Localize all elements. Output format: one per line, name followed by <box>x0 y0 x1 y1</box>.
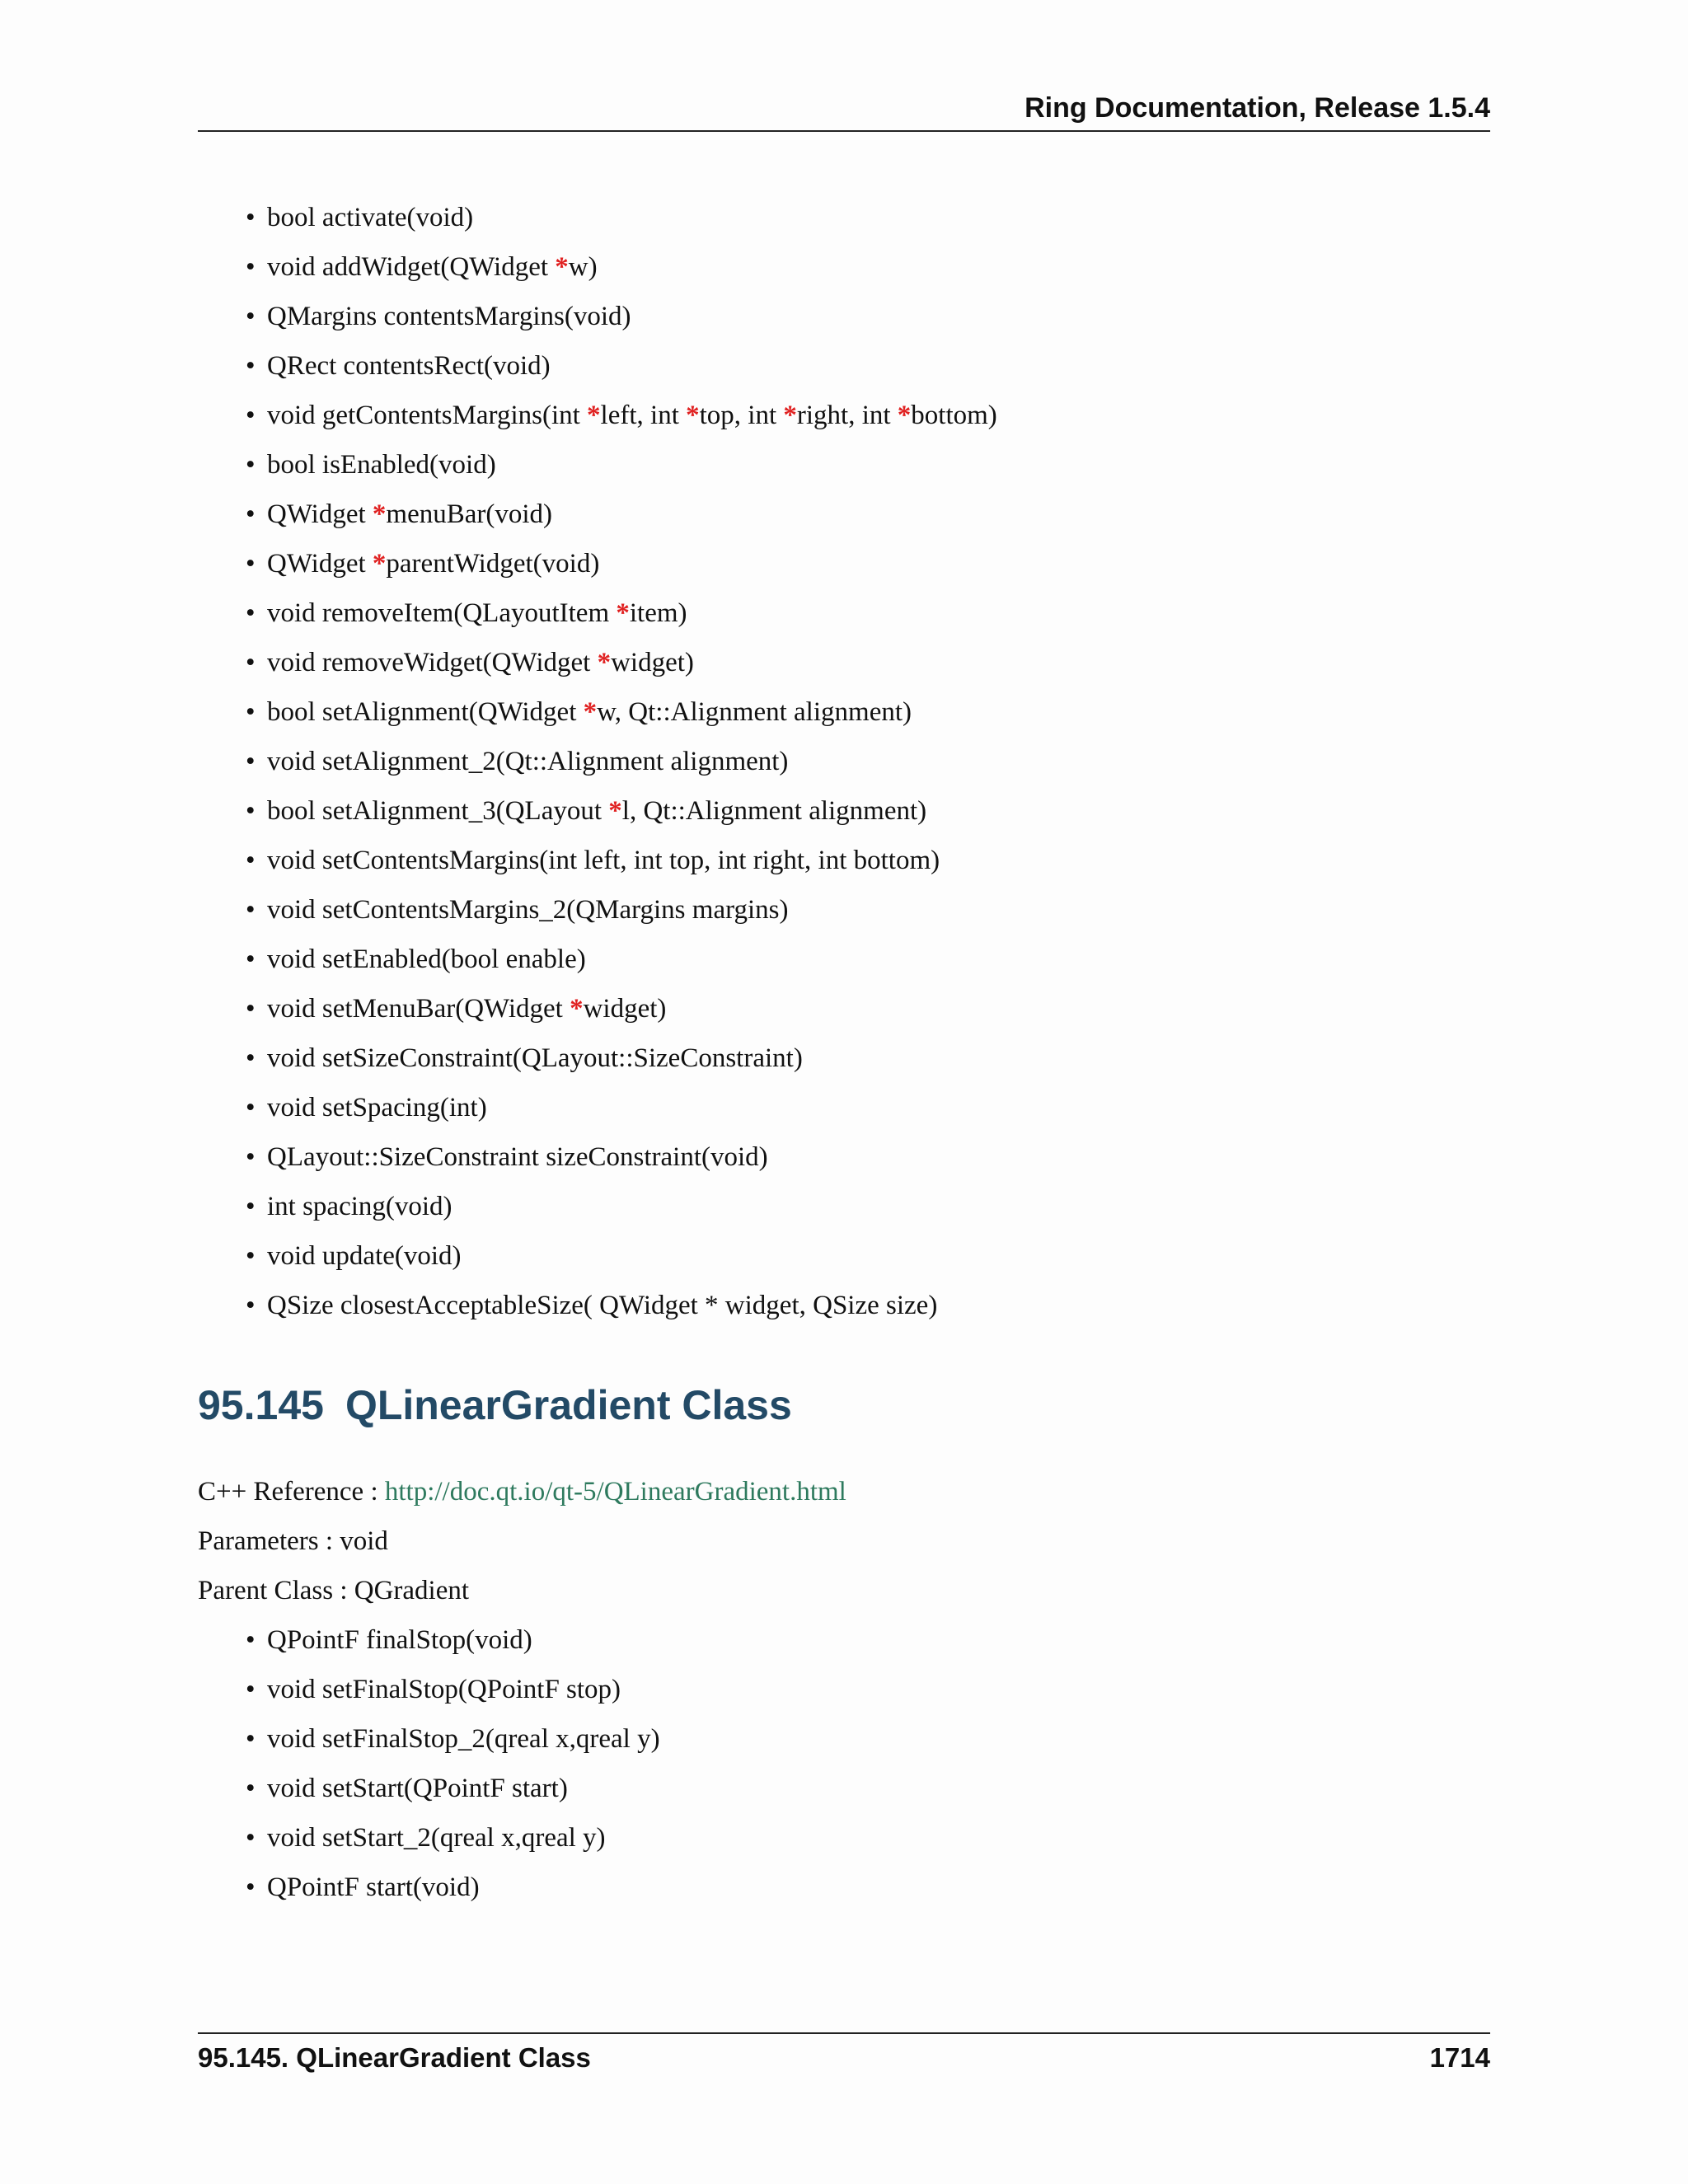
method-item: • bool activate(void) <box>246 201 997 251</box>
method-list-qlayout <box>246 201 997 1338</box>
pointer-star: * <box>608 796 622 826</box>
method-list-qlineargradient <box>246 1624 660 1920</box>
method-item: • void setStart(QPointF start) <box>246 1772 660 1821</box>
header-rule <box>198 130 1490 132</box>
section-heading <box>198 1381 792 1429</box>
method-item: • QWidget *menuBar(void) <box>246 498 997 547</box>
method-item: • void removeWidget(QWidget *widget) <box>246 646 997 696</box>
pointer-star: * <box>372 549 387 579</box>
pointer-star: * <box>570 994 584 1024</box>
pointer-star: * <box>597 648 612 677</box>
method-item: • bool isEnabled(void) <box>246 448 997 498</box>
method-item: • void setSizeConstraint(QLayout::SizeConstraint) <box>246 1042 997 1091</box>
pointer-star: * <box>897 401 912 430</box>
pointer-star: * <box>583 697 598 727</box>
pointer-star: * <box>616 598 630 628</box>
parent-class-line: Parent Class : QGradient <box>198 1576 470 1605</box>
pointer-star: * <box>686 401 700 430</box>
running-header-title: Ring Documentation, Release 1.5.4 <box>1025 92 1490 124</box>
method-item: • void setAlignment_2(Qt::Alignment alignment) <box>246 745 997 794</box>
cpp-reference-link[interactable]: http://doc.qt.io/qt-5/QLinearGradient.html <box>384 1477 846 1507</box>
method-item: • void setFinalStop(QPointF stop) <box>246 1673 660 1722</box>
method-item: • void setContentsMargins(int left, int top, int right, int bottom) <box>246 844 997 893</box>
method-item: • void setFinalStop_2(qreal x,qreal y) <box>246 1722 660 1772</box>
method-item: • QMargins contentsMargins(void) <box>246 300 997 349</box>
method-item: • void setEnabled(bool enable) <box>246 943 997 992</box>
pointer-star: * <box>372 499 387 529</box>
pointer-star: * <box>587 401 601 430</box>
section-title: QLinearGradient Class <box>345 1382 792 1428</box>
pointer-star: * <box>555 252 569 282</box>
footer-page-number: 1714 <box>1429 2042 1490 2073</box>
cpp-reference <box>198 1475 846 1508</box>
method-item: • void setMenuBar(QWidget *widget) <box>246 992 997 1042</box>
method-item: • void addWidget(QWidget *w) <box>246 251 997 300</box>
method-item: • void setStart_2(qreal x,qreal y) <box>246 1821 660 1871</box>
method-item: • int spacing(void) <box>246 1190 997 1240</box>
method-item: • QLayout::SizeConstraint sizeConstraint(void) <box>246 1141 997 1190</box>
section-number: 95.145 <box>198 1382 324 1428</box>
method-item: • void getContentsMargins(int *left, int *top, int *right, int *bottom) <box>246 399 997 448</box>
method-item: • QSize closestAcceptableSize( QWidget * widget, QSize size) <box>246 1289 997 1338</box>
cpp-reference-label: C++ Reference : <box>198 1477 385 1507</box>
parameters-line: Parameters : void <box>198 1526 388 1556</box>
footer-section-label: 95.145. QLinearGradient Class <box>198 2042 591 2073</box>
method-item: • bool setAlignment(QWidget *w, Qt::Alignment alignment) <box>246 696 997 745</box>
method-item: • void setSpacing(int) <box>246 1091 997 1141</box>
method-item: • QRect contentsRect(void) <box>246 349 997 399</box>
method-item: • QPointF start(void) <box>246 1871 660 1920</box>
pointer-star: * <box>783 401 797 430</box>
method-item: • void removeItem(QLayoutItem *item) <box>246 597 997 646</box>
footer-rule <box>198 2032 1490 2034</box>
method-item: • bool setAlignment_3(QLayout *l, Qt::Alignment alignment) <box>246 794 997 844</box>
method-item: • void update(void) <box>246 1240 997 1289</box>
method-item: • void setContentsMargins_2(QMargins margins) <box>246 893 997 943</box>
method-item: • QWidget *parentWidget(void) <box>246 547 997 597</box>
method-item: • QPointF finalStop(void) <box>246 1624 660 1673</box>
